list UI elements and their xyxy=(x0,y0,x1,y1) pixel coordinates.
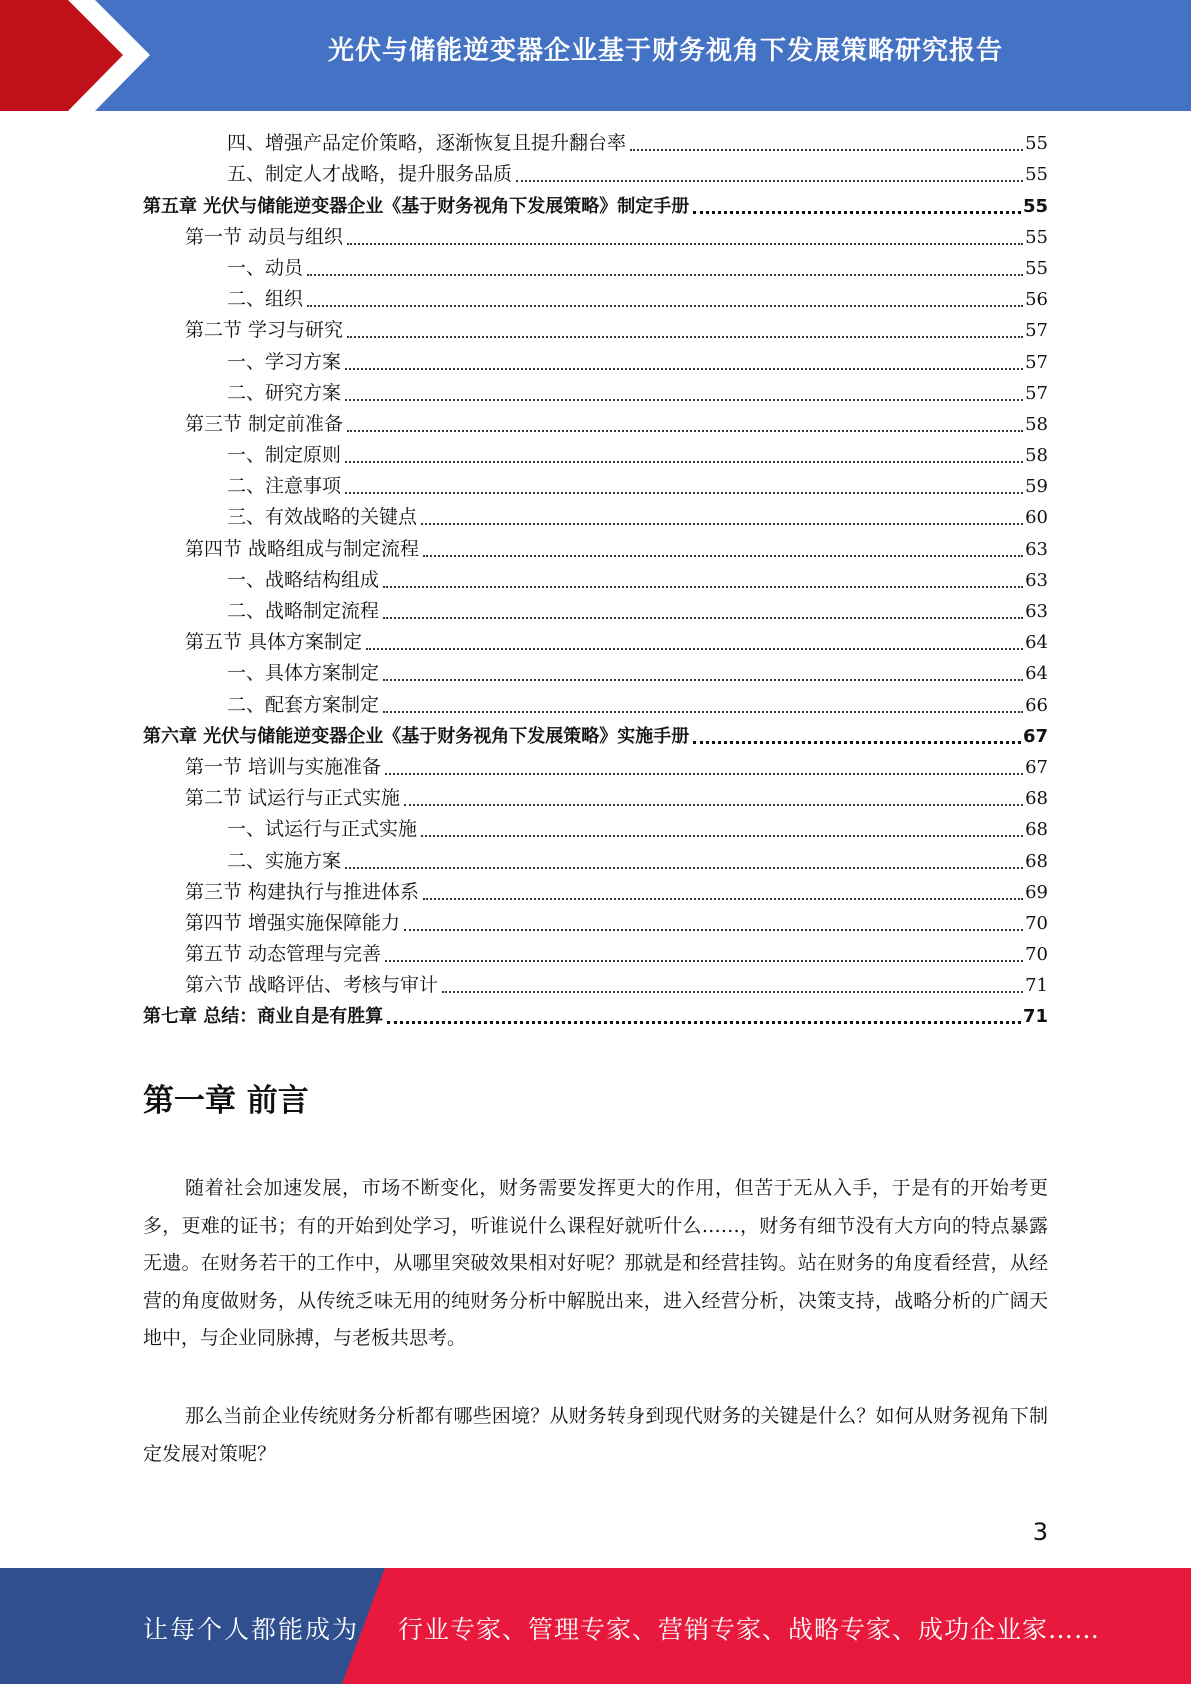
toc-dot-leader xyxy=(404,804,1023,806)
toc-entry[interactable] xyxy=(143,159,1048,190)
toc-entry[interactable] xyxy=(143,471,1048,502)
toc-entry-page-number: 67 xyxy=(1022,725,1048,747)
toc-entry[interactable] xyxy=(143,128,1048,159)
toc-entry-page-number: 57 xyxy=(1025,320,1048,342)
toc-entry[interactable] xyxy=(143,814,1048,845)
toc-dot-leader xyxy=(383,586,1023,588)
toc-entry[interactable] xyxy=(143,783,1048,814)
toc-entry-title: 第五节 动态管理与完善 xyxy=(185,943,382,966)
toc-entry-title: 第六节 战略评估、考核与审计 xyxy=(185,974,439,997)
toc-entry[interactable] xyxy=(143,658,1048,689)
toc-entry[interactable] xyxy=(143,1001,1048,1032)
toc-entry-title: 第五章 光伏与储能逆变器企业《基于财务视角下发展策略》制定手册 xyxy=(143,195,690,217)
toc-entry-title: 二、实施方案 xyxy=(227,849,342,872)
toc-entry[interactable] xyxy=(143,502,1048,533)
toc-entry-title: 第二节 学习与研究 xyxy=(185,319,344,342)
toc-entry[interactable] xyxy=(143,877,1048,908)
document-title: 光伏与储能逆变器企业基于财务视角下发展策略研究报告 xyxy=(327,36,1003,66)
toc-dot-leader xyxy=(345,867,1023,869)
toc-dot-leader xyxy=(423,555,1023,557)
toc-entry-title: 第五节 具体方案制定 xyxy=(185,631,363,654)
toc-entry-title: 一、动员 xyxy=(227,256,304,279)
toc-entry-title: 二、战略制定流程 xyxy=(227,600,380,622)
toc-dot-leader xyxy=(693,741,1021,744)
toc-dot-leader xyxy=(307,305,1023,307)
toc-entry-page-number: 63 xyxy=(1025,569,1048,591)
toc-entry[interactable] xyxy=(143,970,1048,1001)
toc-entry[interactable] xyxy=(143,689,1048,720)
toc-dot-leader xyxy=(347,336,1023,338)
toc-dot-leader xyxy=(307,274,1023,276)
toc-entry[interactable] xyxy=(143,253,1048,284)
toc-entry[interactable] xyxy=(143,939,1048,970)
chapter-heading: 第一章 前言 xyxy=(143,1083,309,1119)
toc-entry-page-number: 67 xyxy=(1025,756,1048,778)
toc-entry-page-number: 55 xyxy=(1025,133,1048,155)
toc-entry-title: 一、具体方案制定 xyxy=(227,662,380,685)
toc-entry-page-number: 55 xyxy=(1025,226,1048,248)
toc-entry-title: 四、增强产品定价策略，逐渐恢复且提升翻台率 xyxy=(227,132,627,155)
toc-dot-leader xyxy=(383,679,1023,681)
toc-dot-leader xyxy=(347,430,1023,432)
toc-entry-page-number: 57 xyxy=(1025,351,1048,373)
toc-entry-title: 第六章 光伏与储能逆变器企业《基于财务视角下发展策略》实施手册 xyxy=(143,725,690,747)
toc-entry-title: 第七章 总结：商业自是有胜算 xyxy=(143,1006,384,1028)
toc-dot-leader xyxy=(630,149,1023,151)
page-footer xyxy=(0,1568,1191,1684)
page-header xyxy=(0,0,1191,111)
body-paragraph: 那么当前企业传统财务分析都有哪些困境？从财务转身到现代财务的关键是什么？如何从财务视角下制定发展对策呢？ xyxy=(143,1405,1048,1465)
toc-entry-title: 第四节 增强实施保障能力 xyxy=(185,911,401,934)
toc-entry-page-number: 59 xyxy=(1025,476,1048,498)
footer-slogan-left: 让每个人都能成为 xyxy=(143,1615,360,1644)
toc-entry-title: 第四节 战略组成与制定流程 xyxy=(185,537,420,560)
toc-entry-title: 第三节 构建执行与推进体系 xyxy=(185,880,420,903)
toc-dot-leader xyxy=(345,399,1023,401)
toc-entry[interactable] xyxy=(143,533,1048,564)
toc-entry[interactable] xyxy=(143,315,1048,346)
toc-dot-leader xyxy=(421,523,1023,525)
toc-entry-title: 一、试运行与正式实施 xyxy=(227,818,418,841)
toc-entry-page-number: 64 xyxy=(1025,632,1048,654)
toc-entry-title: 第二节 试运行与正式实施 xyxy=(185,787,401,810)
toc-dot-leader xyxy=(421,835,1023,837)
page-number: 3 xyxy=(1032,1518,1048,1546)
toc-dot-leader xyxy=(345,492,1023,494)
toc-entry-page-number: 71 xyxy=(1022,1006,1048,1028)
toc-entry-page-number: 71 xyxy=(1025,975,1048,997)
toc-entry-page-number: 68 xyxy=(1025,819,1048,841)
toc-entry[interactable] xyxy=(143,752,1048,783)
toc-dot-leader xyxy=(516,180,1023,182)
toc-entry-page-number: 68 xyxy=(1025,850,1048,872)
footer-slogan-right: 行业专家、管理专家、营销专家、战略专家、成功企业家…… xyxy=(398,1615,1101,1644)
toc-dot-leader xyxy=(693,211,1021,214)
toc-entry-title: 第一节 动员与组织 xyxy=(185,225,344,248)
toc-entry-page-number: 64 xyxy=(1025,663,1048,685)
toc-entry[interactable] xyxy=(143,845,1048,876)
toc-entry[interactable] xyxy=(143,346,1048,377)
toc-entry-page-number: 55 xyxy=(1025,257,1048,279)
toc-dot-leader xyxy=(423,898,1023,900)
body-paragraph: 随着社会加速发展，市场不断变化，财务需要发挥更大的作用，但苦于无从入手，于是有的开始考更多，更难的证书；有的开始到处学习，听谁说什么课程好就听什么……，财务有细节没有大方向的特点暴露无遗。在财务若干的工作中，从哪里突破效果相对好呢？那就是和经营挂钩。站在财务的角度看经营，从经营的角度做财务，从传统乏味无用的纯财务分析中解脱出来，进入经营分析，决策支持，战略分析的广阔天地中，与企业同脉搏，与老板共思考。 xyxy=(143,1177,1048,1349)
toc-dot-leader xyxy=(385,773,1023,775)
toc-entry-title: 五、制定人才战略，提升服务品质 xyxy=(227,163,513,186)
table-of-contents xyxy=(143,128,1048,1032)
toc-entry-page-number: 55 xyxy=(1022,195,1048,217)
toc-entry-title: 二、配套方案制定 xyxy=(227,693,380,716)
toc-entry-page-number: 69 xyxy=(1025,881,1048,903)
toc-entry-page-number: 66 xyxy=(1025,694,1048,716)
toc-entry[interactable] xyxy=(143,596,1048,627)
toc-entry[interactable] xyxy=(143,627,1048,658)
toc-dot-leader xyxy=(387,1021,1021,1024)
toc-dot-leader xyxy=(383,617,1023,619)
toc-dot-leader xyxy=(347,243,1023,245)
toc-dot-leader xyxy=(345,461,1023,463)
toc-entry-page-number: 68 xyxy=(1025,788,1048,810)
toc-entry-title: 一、制定原则 xyxy=(227,444,342,467)
toc-dot-leader xyxy=(366,648,1023,650)
toc-entry-title: 第一节 培训与实施准备 xyxy=(185,755,382,778)
toc-entry[interactable] xyxy=(143,222,1048,253)
toc-dot-leader xyxy=(404,929,1023,931)
toc-entry[interactable] xyxy=(143,440,1048,471)
toc-entry-page-number: 58 xyxy=(1025,445,1048,467)
toc-dot-leader xyxy=(383,711,1023,713)
toc-entry[interactable] xyxy=(143,284,1048,315)
toc-entry-title: 二、注意事项 xyxy=(227,475,342,498)
toc-entry-page-number: 63 xyxy=(1025,601,1048,622)
toc-entry-page-number: 60 xyxy=(1025,507,1048,529)
toc-entry-page-number: 58 xyxy=(1025,413,1048,435)
toc-entry[interactable] xyxy=(143,409,1048,440)
toc-entry[interactable] xyxy=(143,378,1048,409)
toc-entry-title: 一、学习方案 xyxy=(227,350,342,373)
toc-entry-title: 二、组织 xyxy=(227,288,304,311)
toc-entry-title: 二、研究方案 xyxy=(227,381,342,404)
toc-entry-page-number: 70 xyxy=(1025,912,1048,934)
toc-entry-title: 一、战略结构组成 xyxy=(227,568,380,591)
toc-entry[interactable] xyxy=(143,190,1048,221)
toc-entry-page-number: 55 xyxy=(1025,164,1048,186)
toc-entry[interactable] xyxy=(143,908,1048,939)
toc-entry-page-number: 57 xyxy=(1025,382,1048,404)
toc-entry-title: 三、有效战略的关键点 xyxy=(227,506,418,529)
toc-dot-leader xyxy=(345,368,1023,370)
toc-entry[interactable] xyxy=(143,565,1048,596)
toc-dot-leader xyxy=(385,960,1023,962)
toc-entry-title: 第三节 制定前准备 xyxy=(185,412,344,435)
toc-entry[interactable] xyxy=(143,721,1048,752)
toc-entry-page-number: 70 xyxy=(1025,944,1048,966)
toc-dot-leader xyxy=(442,991,1023,993)
toc-entry-page-number: 63 xyxy=(1025,538,1048,560)
toc-entry-page-number: 56 xyxy=(1025,289,1048,311)
